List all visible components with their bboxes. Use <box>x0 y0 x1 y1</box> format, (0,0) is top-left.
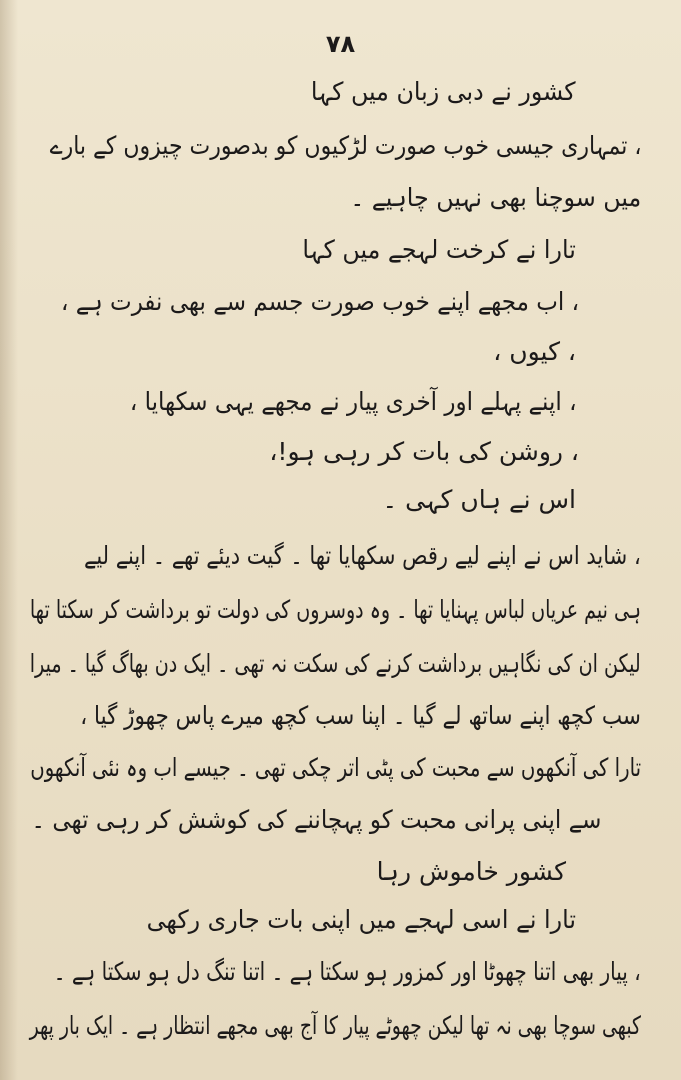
text-line-13: سب کچھ اپنے ساتھ لے گیا ۔ اپنا سب کچھ میرے پاس چھوڑ گیا ، <box>80 701 641 730</box>
text-line-3: میں سوچنا بھی نہیں چاہیے ۔ <box>350 183 641 212</box>
text-line-15: سے اپنی پرانی محبت کو پہچاننے کی کوشش کر رہی تھی ۔ <box>31 805 601 834</box>
text-line-17: تارا نے اسی لہجے میں اپنی بات جاری رکھی <box>146 905 576 934</box>
text-line-6: ، کیوں ، <box>493 337 576 366</box>
text-line-9: اس نے ہاں کہی ۔ <box>382 485 576 514</box>
page-number: ۷۸ <box>325 30 356 58</box>
text-line-5: ، اب مجھے اپنے خوب صورت جسم سے بھی نفرت ہے ، <box>61 287 579 316</box>
text-line-1: کشور نے دبی زبان میں کہا <box>311 77 576 106</box>
page-edge-shadow <box>0 0 18 1080</box>
text-line-8: ، روشن کی بات کر رہی ہو!، <box>269 437 579 466</box>
text-line-2: ، تمہاری جیسی خوب صورت لڑکیوں کو بدصورت چیزوں کے بارے <box>49 131 641 160</box>
text-line-14: تارا کی آنکھوں سے محبت کی پٹی اتر چکی تھی ۔ جیسے اب وہ نئی آنکھوں <box>30 753 641 782</box>
text-line-12: لیکن ان کی نگاہیں برداشت کرنے کی سکت نہ تھی ۔ ایک دن بھاگ گیا ۔ میرا <box>30 649 641 678</box>
text-line-10: ، شاید اس نے اپنے لیے رقص سکھایا تھا ۔ گیت دیئے تھے ۔ اپنے لیے <box>84 541 641 570</box>
text-line-7: ، اپنے پہلے اور آخری پیار نے مجھے یہی سکھایا ، <box>129 387 576 416</box>
text-line-18: ، پیار بھی اتنا چھوٹا اور کمزور ہو سکتا ہے ۔ اتنا تنگ دل ہو سکتا ہے ۔ <box>54 957 641 986</box>
text-line-11: ہی نیم عریاں لباس پہنایا تھا ۔ وہ دوسروں کی دولت تو برداشت کر سکتا تھا <box>29 595 641 624</box>
text-line-16: کشور خاموش رہا <box>376 857 566 886</box>
text-line-19: کبھی سوچا بھی نہ تھا لیکن چھوٹے پیار کا آج بھی مجھے انتظار ہے ۔ ایک بار پھر <box>29 1011 641 1040</box>
text-line-4: تارا نے کرخت لہجے میں کہا <box>302 235 576 264</box>
